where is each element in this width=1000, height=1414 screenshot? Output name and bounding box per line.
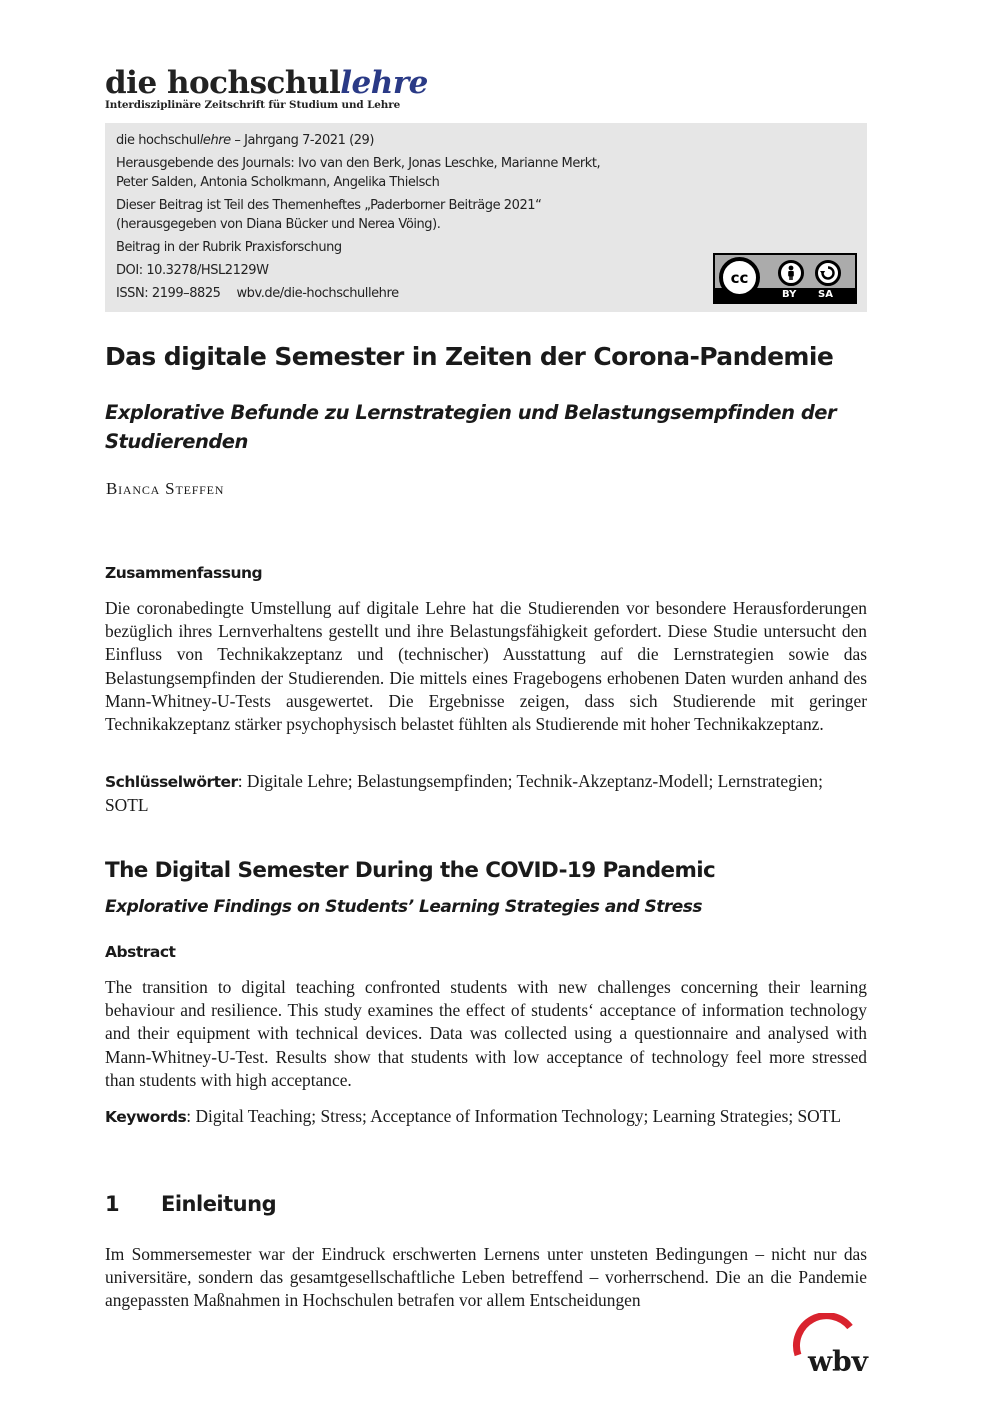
- editors-line-2: Peter Salden, Antonia Scholkmann, Angelika Thielsch: [116, 175, 440, 190]
- english-title: The Digital Semester During the COVID-19 Pandemic: [105, 858, 716, 883]
- english-keywords: [105, 1105, 867, 1129]
- german-keywords-label: Schlüsselwörter: [105, 773, 238, 791]
- themed-issue-line-1: Dieser Beitrag ist Teil des Themenheftes „Paderborner Beiträge 2021“: [116, 198, 542, 213]
- journal-link[interactable]: wbv.de/die-hochschullehre: [236, 286, 399, 301]
- english-keywords-list: : Digital Teaching; Stress; Acceptance of Information Technology; Learning Strategies; SOTL: [186, 1106, 841, 1126]
- introduction-paragraph: Im Sommersemester war der Eindruck erschwerten Lernens unter unsteten Bedingungen – nicht nur das universitäre, sondern das gesamtgesellschaftliche Leben betreffend – vorherrschend. Die an die Pandemie angepassten Maßnahmen in Hochschulen betrafen vor allem Entscheidungen: [105, 1244, 867, 1311]
- wbv-logo-text: wbv: [808, 1345, 868, 1378]
- issn-line: [116, 284, 600, 303]
- cc-icon: cc: [719, 257, 760, 298]
- journal-masthead: [105, 66, 435, 111]
- zusammenfassung-text: Die coronabedingte Umstellung auf digitale Lehre hat die Studierenden vor besondere Herausforderungen bezüglich ihres Lernverhaltens gestellt und ihre Belastungsfähigkeit gefordert. Diese Studie untersucht den Einfluss von Technikakzeptanz und (technischer) Ausstattung auf die Lernstrategien sowie das Belastungsempfinden der Studierenden. Die mittels eines Fragebogens erhobenen Daten wurden anhand des Mann-Whitney-U-Tests ausgewertet. Die Ergebnisse zeigen, dass sich Studierende mit geringer Technikakzeptanz stärker psychophysisch belastet fühlten als Studierende mit hoher Technikakzeptanz.: [105, 598, 867, 735]
- abstract-heading: Abstract: [105, 943, 176, 961]
- author-name: Bianca Steffen: [106, 479, 225, 498]
- themed-issue-line-2: (herausgegeben von Diana Bücker und Nerea Vöing).: [116, 217, 441, 232]
- brand-accent-text: lehre: [340, 65, 428, 101]
- abstract-text: The transition to digital teaching confronted students with new challenges concerning their learning behaviour and resilience. This study examines the effect of students‘ acceptance of information technology and their equipment with technical devices. Data was collected using a questionnaire and analysed with Mann-Whitney-U-Test. Results show that students with low acceptance of technology feel more stressed than students with high acceptance.: [105, 977, 867, 1090]
- by-label: BY: [782, 289, 797, 300]
- cc-by-sa-license-badge[interactable]: [713, 253, 857, 304]
- brand-main-text: die hochschul: [105, 65, 341, 101]
- article-subtitle: Explorative Befunde zu Lernstrategien und Belastungsempfinden der Studierenden: [105, 401, 837, 453]
- section-heading-einleitung: [105, 1192, 276, 1216]
- german-keywords: [105, 770, 867, 817]
- article-title: Das digitale Semester in Zeiten der Corona-Pandemie: [105, 342, 834, 371]
- wbv-logo: [792, 1313, 872, 1379]
- german-keywords-list: : Digitale Lehre; Belastungsempfinden; Technik-Akzeptanz-Modell; Lernstrategien; SOTL: [105, 771, 823, 816]
- rubric-line: Beitrag in der Rubrik Praxisforschung: [116, 240, 342, 255]
- english-subtitle: Explorative Findings on Students’ Learning Strategies and Stress: [105, 897, 702, 917]
- issn-text: ISSN: 2199–8825: [116, 286, 221, 301]
- journal-issue-line: die hochschullehre – Jahrgang 7-2021 (29): [116, 133, 374, 148]
- english-keywords-label: Keywords: [105, 1108, 187, 1126]
- by-attribution-icon: [778, 260, 804, 286]
- section-title: Einleitung: [161, 1192, 277, 1216]
- doi-line[interactable]: DOI: 10.3278/HSL2129W: [116, 263, 269, 278]
- sa-label: SA: [818, 289, 833, 300]
- journal-brand-subtitle: Interdisziplinäre Zeitschrift für Studium und Lehre: [105, 99, 401, 111]
- zusammenfassung-heading: Zusammenfassung: [105, 564, 263, 582]
- section-number: 1: [105, 1192, 120, 1216]
- journal-brand-logo: [105, 66, 435, 100]
- editors-line-1: Herausgebende des Journals: Ivo van den Berk, Jonas Leschke, Marianne Merkt,: [116, 156, 601, 171]
- sa-sharealike-icon: [815, 260, 841, 286]
